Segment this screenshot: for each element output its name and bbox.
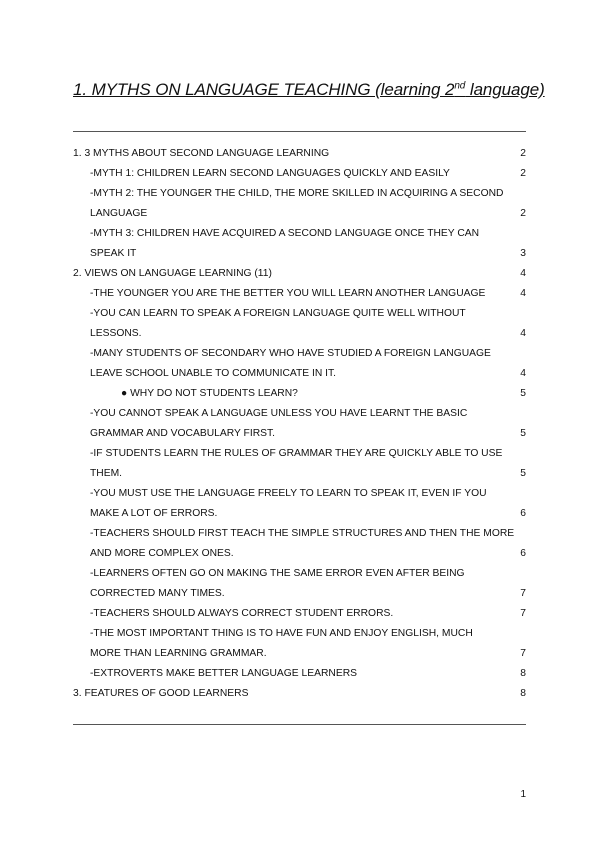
toc-entry-line: -YOU CAN LEARN TO SPEAK A FOREIGN LANGUAGE QUITE WELL WITHOUT: [90, 308, 466, 319]
toc-entry-page-number: 4: [520, 368, 526, 379]
toc-entry[interactable]: [73, 344, 526, 384]
toc-entry-page-number: 7: [520, 588, 526, 599]
toc-entry-page-number: 7: [520, 648, 526, 659]
toc-entry-text: [121, 384, 298, 404]
toc-entry-line: THEM.: [90, 468, 123, 479]
toc-entry[interactable]: [73, 164, 526, 184]
toc-entry-line: -THE MOST IMPORTANT THING IS TO HAVE FUN AND ENJOY ENGLISH, MUCH: [90, 628, 473, 639]
toc-entry[interactable]: [73, 404, 526, 444]
toc-entry-text: [90, 664, 357, 684]
toc-entry-page-number: 5: [520, 428, 526, 439]
top-divider: [73, 131, 526, 132]
toc-entry-text: [90, 404, 467, 444]
toc-entry-text: [90, 184, 503, 224]
toc-entry[interactable]: [73, 664, 526, 684]
bottom-divider: [73, 724, 526, 725]
toc-entry-page-number: 7: [520, 608, 526, 619]
toc-entry[interactable]: [73, 444, 526, 484]
toc-entry-page-number: 4: [520, 268, 526, 279]
toc-entry-page-number: 6: [520, 508, 526, 519]
toc-entry[interactable]: [73, 604, 526, 624]
toc-entry-line: -MYTH 1: CHILDREN LEARN SECOND LANGUAGES QUICKLY AND EASILY: [90, 168, 450, 179]
toc-entry-text: [90, 224, 479, 264]
toc-entry-line: -TEACHERS SHOULD ALWAYS CORRECT STUDENT ERRORS.: [90, 608, 394, 619]
toc-entry-line: LEAVE SCHOOL UNABLE TO COMMUNICATE IN IT.: [90, 368, 337, 379]
toc-entry-text: [90, 624, 473, 664]
toc-entry-page-number: 5: [520, 388, 526, 399]
toc-entry-line: MAKE A LOT OF ERRORS.: [90, 508, 218, 519]
toc-entry[interactable]: [73, 184, 526, 224]
toc-entry-line: -TEACHERS SHOULD FIRST TEACH THE SIMPLE STRUCTURES AND THEN THE MORE: [90, 528, 515, 539]
toc-entry-page-number: 8: [520, 668, 526, 679]
toc-entry-line: 2. VIEWS ON LANGUAGE LEARNING (11): [73, 268, 272, 279]
toc-entry[interactable]: [73, 304, 526, 344]
toc-entry-line: -MYTH 2: THE YOUNGER THE CHILD, THE MORE SKILLED IN ACQUIRING A SECOND: [90, 188, 504, 199]
toc-entry-page-number: 8: [520, 688, 526, 699]
toc-entry-line: 1. 3 MYTHS ABOUT SECOND LANGUAGE LEARNING: [73, 148, 330, 159]
toc-entry-page-number: 2: [520, 148, 526, 159]
toc-entry-line: 3. FEATURES OF GOOD LEARNERS: [73, 688, 249, 699]
toc-entry[interactable]: [73, 624, 526, 664]
title-superscript: nd: [454, 80, 466, 92]
toc-entry-text: [90, 564, 465, 604]
toc-entry[interactable]: [73, 684, 526, 704]
toc-entry-text: [90, 164, 450, 184]
toc-entry-text: [90, 444, 502, 484]
toc-entry-page-number: 2: [520, 208, 526, 219]
page-title: [73, 80, 545, 104]
toc-entry-line: -LEARNERS OFTEN GO ON MAKING THE SAME ERROR EVEN AFTER BEING: [90, 568, 465, 579]
toc-entry[interactable]: [73, 564, 526, 604]
title-text-end: language): [465, 80, 545, 99]
toc-entry-line: -THE YOUNGER YOU ARE THE BETTER YOU WILL LEARN ANOTHER LANGUAGE: [90, 288, 486, 299]
toc-entry-line: MORE THAN LEARNING GRAMMAR.: [90, 648, 267, 659]
toc-entry[interactable]: [73, 284, 526, 304]
toc-entry-page-number: 4: [520, 328, 526, 339]
toc-entry-line: GRAMMAR AND VOCABULARY FIRST.: [90, 428, 276, 439]
toc-entry-text: [90, 344, 491, 384]
toc-entry[interactable]: [73, 524, 526, 564]
toc-entry[interactable]: [73, 144, 526, 164]
toc-entry-page-number: 4: [520, 288, 526, 299]
toc-entry[interactable]: [73, 484, 526, 524]
toc-entry-page-number: 3: [520, 248, 526, 259]
toc-entry-text: [90, 284, 485, 304]
toc-entry-line: -IF STUDENTS LEARN THE RULES OF GRAMMAR THEY ARE QUICKLY ABLE TO USE: [90, 448, 503, 459]
toc-entry-line: -MANY STUDENTS OF SECONDARY WHO HAVE STUDIED A FOREIGN LANGUAGE: [90, 348, 491, 359]
table-of-contents: [73, 144, 526, 704]
toc-entry-line: -YOU CANNOT SPEAK A LANGUAGE UNLESS YOU HAVE LEARNT THE BASIC: [90, 408, 468, 419]
toc-entry-line: LANGUAGE: [90, 208, 148, 219]
toc-entry-line: -YOU MUST USE THE LANGUAGE FREELY TO LEARN TO SPEAK IT, EVEN IF YOU: [90, 488, 487, 499]
toc-entry-line: LESSONS.: [90, 328, 142, 339]
title-text: 1. MYTHS ON LANGUAGE TEACHING (learning 2: [73, 80, 455, 99]
toc-entry-line: AND MORE COMPLEX ONES.: [90, 548, 234, 559]
toc-entry-text: [90, 604, 393, 624]
toc-entry-line: -EXTROVERTS MAKE BETTER LANGUAGE LEARNERS: [90, 668, 358, 679]
toc-entry-text: [73, 144, 329, 164]
toc-entry-text: [90, 524, 514, 564]
toc-entry-line: -MYTH 3: CHILDREN HAVE ACQUIRED A SECOND LANGUAGE ONCE THEY CAN: [90, 228, 480, 239]
toc-entry[interactable]: [73, 224, 526, 264]
toc-entry-text: [90, 484, 487, 524]
toc-entry-page-number: 2: [520, 168, 526, 179]
toc-entry-page-number: 5: [520, 468, 526, 479]
toc-entry-text: [90, 304, 466, 344]
toc-entry-text: [73, 264, 272, 284]
toc-entry-line: CORRECTED MANY TIMES.: [90, 588, 225, 599]
toc-entry-text: [73, 684, 248, 704]
page-number: 1: [520, 789, 526, 800]
toc-entry[interactable]: [73, 384, 526, 404]
toc-entry[interactable]: [73, 264, 526, 284]
toc-entry-page-number: 6: [520, 548, 526, 559]
toc-entry-line: SPEAK IT: [90, 248, 137, 259]
toc-entry-line: ● WHY DO NOT STUDENTS LEARN?: [121, 388, 298, 399]
